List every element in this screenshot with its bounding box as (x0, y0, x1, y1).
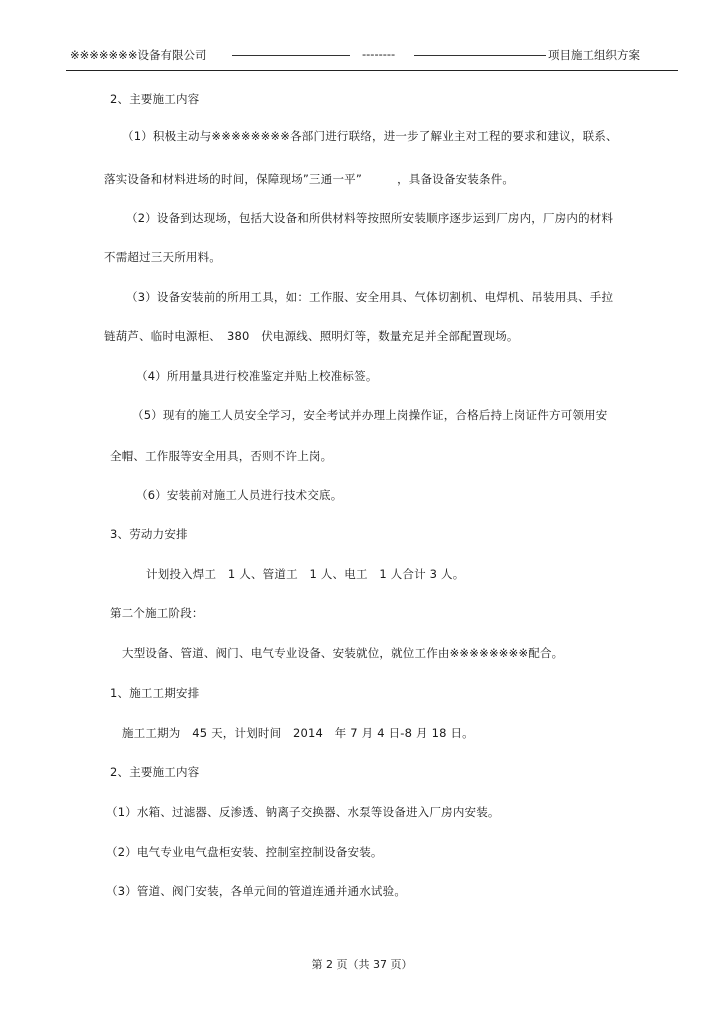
paragraph-line: （1）积极主动与※※※※※※※※各部门进行联络，进一步了解业主对工程的要求和建议，联系、 (122, 129, 618, 143)
stage-heading: 第二个施工阶段： (110, 606, 204, 620)
section-heading: 2、主要施工内容 (110, 92, 200, 106)
paragraph-line: 计划投入焊工 1 人、管道工 1 人、电工 1 人合计 3 人。 (146, 567, 465, 581)
paragraph-line: 施工工期为 45 天，计划时间 2014 年 7 月 4 日-8 月 18 日。 (122, 726, 474, 740)
paragraph-line: 全帽、工作服等安全用具，否则不许上岗。 (110, 449, 333, 463)
header-title: 项目施工组织方案 (548, 48, 640, 62)
section-heading: 2、主要施工内容 (110, 765, 200, 779)
paragraph-line: （4）所用量具进行校准鉴定并贴上校准标签。 (136, 369, 378, 383)
paragraph-line: （5）现有的施工人员安全学习，安全考试并办理上岗操作证，合格后持上岗证件方可领用安 (132, 408, 608, 422)
paragraph-line: 大型设备、管道、阀门、电气专业设备、安装就位，就位工作由※※※※※※※※配合。 (122, 646, 564, 660)
paragraph-line: （2）设备到达现场，包括大设备和所供材料等按照所安装顺序逐步运到厂房内，厂房内的材料 (126, 211, 614, 225)
paragraph-line: （3）设备安装前的所用工具，如：工作服、安全用具、气体切割机、电焊机、吊装用具、手拉 (126, 290, 614, 304)
page-number: 第 2 页（共 37 页） (311, 958, 413, 971)
paragraph-line: （1）水箱、过滤器、反渗透、钠离子交换器、水泵等设备进入厂房内安装。 (106, 805, 500, 819)
paragraph-line: 链葫芦、临时电源柜、 380 伏电源线、照明灯等，数量充足并全部配置现场。 (104, 329, 519, 343)
header-middle: -------- (362, 47, 396, 61)
paragraph-line: 落实设备和材料进场的时间，保障现场”三通一平” ，具备设备安装条件。 (104, 172, 515, 186)
paragraph-line: 不需超过三天所用料。 (104, 250, 221, 264)
header-rule-left (232, 55, 350, 56)
paragraph-line: （2）电气专业电气盘柜安装、控制室控制设备安装。 (106, 845, 383, 859)
header-rule-right (414, 55, 546, 56)
paragraph-line: （6）安装前对施工人员进行技术交底。 (136, 488, 343, 502)
section-heading: 3、劳动力安排 (110, 527, 188, 541)
header-company: ※※※※※※※设备有限公司 (70, 48, 207, 62)
page-header (66, 44, 646, 66)
section-heading: 1、施工工期安排 (110, 686, 200, 700)
paragraph-line: （3）管道、阀门安装，各单元间的管道连通并通水试验。 (106, 884, 407, 898)
header-divider (66, 70, 678, 71)
